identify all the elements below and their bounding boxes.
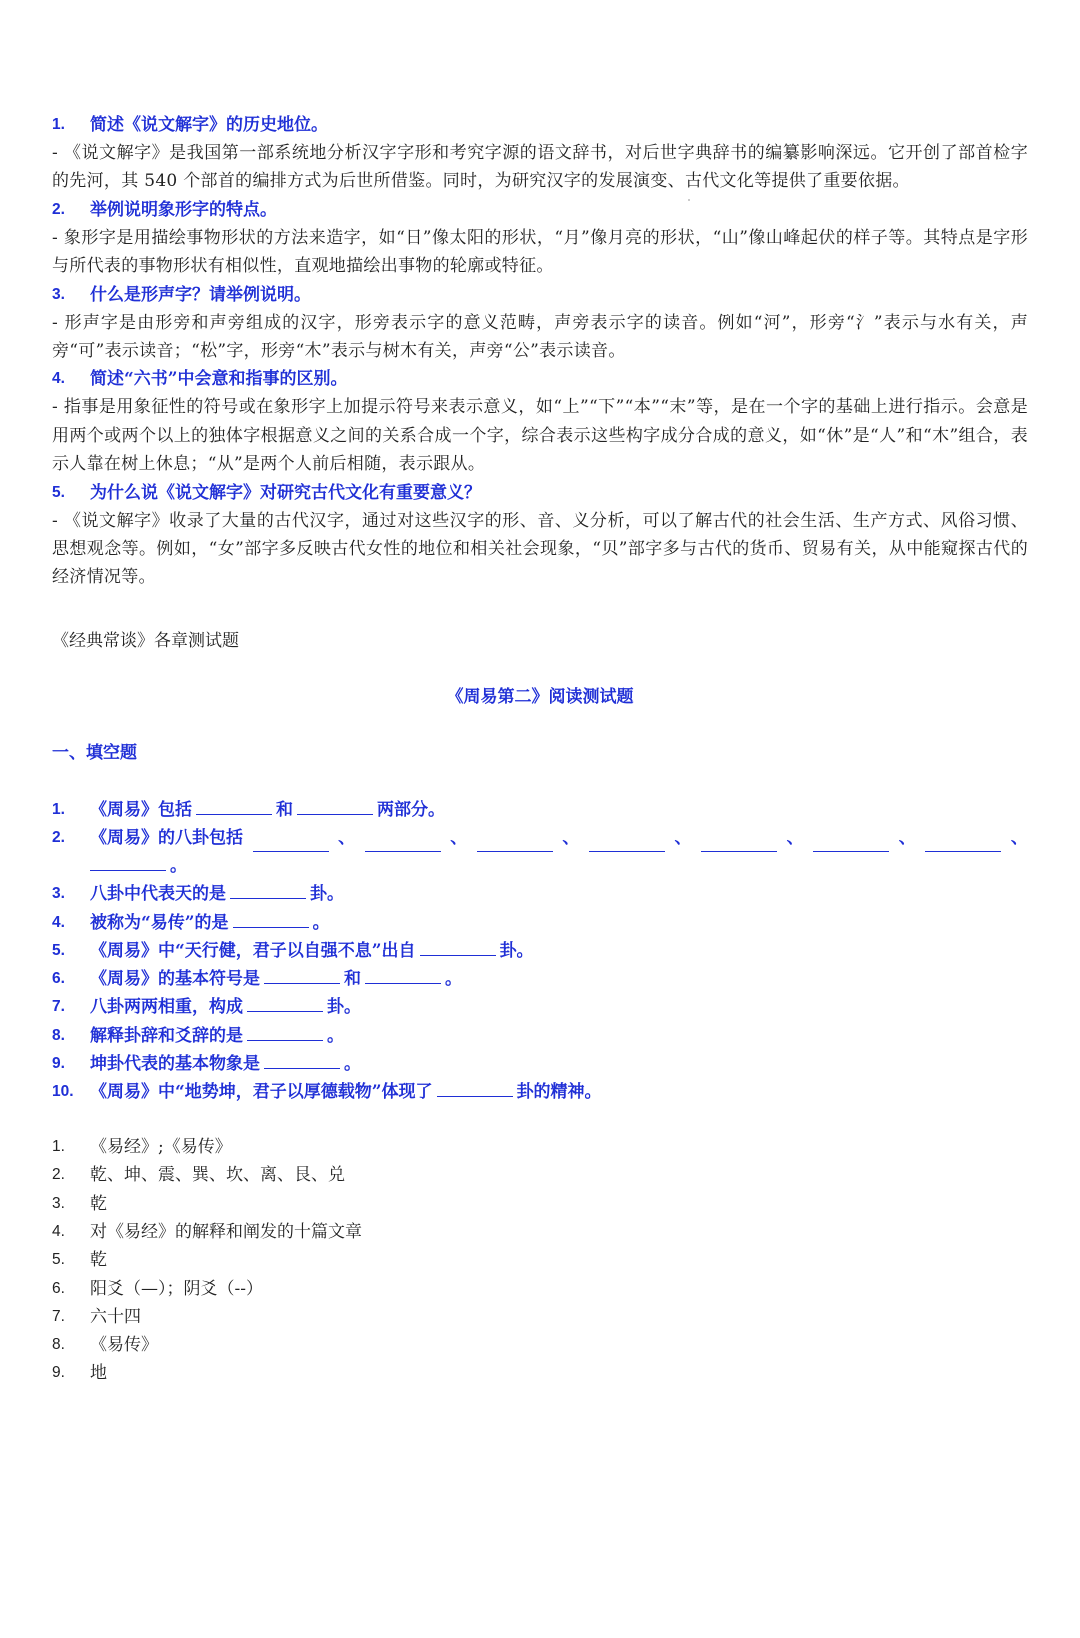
- answer-blank: [477, 834, 553, 852]
- answer-blank: [420, 938, 496, 956]
- fill-text: 八卦中代表天的是: [90, 884, 226, 905]
- separator: 、: [562, 828, 580, 849]
- fill-question-6: [52, 965, 1028, 993]
- answer-key-row: [52, 1303, 1028, 1331]
- answer-blank: [365, 834, 441, 852]
- answer-blank: [247, 994, 323, 1012]
- answer-key-row: [52, 1275, 1028, 1303]
- fill-text: 《周易》的八卦包括: [90, 828, 243, 849]
- fill-question-2: [52, 824, 1028, 880]
- answer-text: 对《易经》的解释和阐发的十篇文章: [90, 1222, 362, 1242]
- answer-1: - 《说文解字》是我国第一部系统地分析汉字字形和考究字源的语文辞书，对后世字典辞书的编纂影响深远。它开创了部首检字的先河，其 540 个部首的编排方式为后世所借鉴。同时，为研究汉字的发展演变、古代文化等提供了重要依据。: [52, 143, 1028, 192]
- document-page: [0, 111, 1080, 1638]
- fill-text: 。: [445, 969, 462, 990]
- question-number: 1.: [52, 116, 65, 133]
- answer-blank: [813, 834, 889, 852]
- fill-question-10: [52, 1078, 1028, 1106]
- question-text: 简述“六书”中会意和指事的区别。: [90, 369, 348, 390]
- question-text: 简述《说文解字》的历史地位。: [90, 115, 328, 135]
- fill-text: 《周易》包括: [90, 799, 192, 820]
- answer-number: 6.: [52, 1279, 65, 1297]
- fill-number: 4.: [52, 913, 65, 931]
- answer-text: 《易传》: [90, 1335, 158, 1356]
- question-3: [52, 281, 1028, 309]
- fill-number: 1.: [52, 800, 65, 818]
- answer-blank: [264, 966, 340, 984]
- fill-text: 。: [344, 1053, 361, 1074]
- fill-question-8: [52, 1022, 1028, 1050]
- answer-text: 乾: [90, 1250, 107, 1271]
- answer-number: 2.: [52, 1166, 65, 1184]
- question-number: 5.: [52, 483, 65, 501]
- question-text: 什么是形声字？请举例说明。: [90, 284, 311, 305]
- question-number: 2.: [52, 200, 65, 218]
- section-heading: 一、填空题: [52, 742, 137, 763]
- answer-key-row: [52, 1246, 1028, 1274]
- fill-number: 5.: [52, 941, 65, 959]
- answer-blank: [196, 797, 272, 815]
- fill-text: 八卦两两相重，构成: [90, 997, 243, 1018]
- answer-number: 9.: [52, 1364, 65, 1382]
- answer-blank: [90, 853, 166, 871]
- separator: 、: [786, 828, 804, 849]
- fill-text: 《周易》的基本符号是: [90, 969, 260, 990]
- answer-blank: [264, 1051, 340, 1069]
- separator: 、: [898, 828, 916, 849]
- test-title: 《周易第二》阅读测试题: [446, 686, 634, 707]
- separator: 、: [674, 828, 692, 849]
- answer-3: - 形声字是由形旁和声旁组成的汉字，形旁表示字的意义范畴，声旁表示字的读音。例如“河”，形旁“氵”表示与水有关，声旁“可”表示读音；“松”字，形旁“木”表示与树木有关，声旁“公”表示读音。: [52, 312, 1028, 362]
- question-2: [52, 196, 1028, 224]
- separator: 、: [450, 828, 468, 849]
- question-number: 4.: [52, 370, 65, 388]
- fill-number: 2.: [52, 829, 65, 847]
- answer-2: - 象形字是用描绘事物形状的方法来造字，如“日”像太阳的形状，“月”像月亮的形状，“山”像山峰起伏的样子等。其特点是字形与所代表的事物形状有相似性，直观地描绘出事物的轮廓或特征。: [52, 227, 1028, 277]
- scan-dot: [688, 199, 690, 201]
- answer-text: 六十四: [90, 1306, 141, 1327]
- fill-blank-list: [52, 796, 1028, 1106]
- fill-number: 7.: [52, 998, 65, 1016]
- question-text: 举例说明象形字的特点。: [90, 199, 277, 220]
- fill-number: 10.: [52, 1082, 74, 1100]
- answer-key-row: [52, 1218, 1028, 1246]
- answer-key-row: [52, 1359, 1028, 1387]
- question-1: [52, 111, 1028, 139]
- answer-text: 地: [90, 1363, 107, 1384]
- fill-number: 8.: [52, 1026, 65, 1044]
- answer-blank: [230, 881, 306, 899]
- separator: 、: [1010, 828, 1028, 849]
- answer-blank: [925, 834, 1001, 852]
- fill-question-5: [52, 937, 1028, 965]
- question-number: 3.: [52, 285, 65, 303]
- question-5: [52, 479, 1028, 507]
- fill-text: 卦。: [310, 884, 344, 905]
- fill-question-7: [52, 993, 1028, 1021]
- series-title: 《经典常谈》各章测试题: [52, 630, 239, 651]
- fill-text: 《周易》中“地势坤，君子以厚德载物”体现了: [90, 1081, 433, 1102]
- fill-text: 《周易》中“天行健，君子以自强不息”出自: [90, 940, 416, 961]
- fill-text: 和: [344, 969, 361, 990]
- fill-text: 坤卦代表的基本物象是: [90, 1053, 260, 1074]
- answer-key-row: [52, 1331, 1028, 1359]
- fill-question-3: [52, 880, 1028, 908]
- answer-key-list: [52, 1133, 1028, 1388]
- fill-text: 和: [276, 799, 293, 820]
- answer-text: 乾、坤、震、巽、坎、离、艮、兑: [90, 1165, 345, 1186]
- answer-text: 《易经》;《易传》: [90, 1137, 232, 1158]
- answer-blank: [437, 1079, 513, 1097]
- answer-number: 8.: [52, 1336, 65, 1354]
- answer-number: 1.: [52, 1138, 65, 1156]
- fill-text: 两部分。: [377, 799, 445, 820]
- answer-key-row: [52, 1161, 1028, 1189]
- answer-blank: [701, 834, 777, 852]
- answer-blank: [365, 966, 441, 984]
- answer-number: 3.: [52, 1194, 65, 1212]
- answer-blank: [589, 834, 665, 852]
- answer-number: 7.: [52, 1307, 65, 1325]
- fill-question-1: [52, 796, 1028, 824]
- answer-key-row: [52, 1190, 1028, 1218]
- fill-number: 3.: [52, 885, 65, 903]
- answer-5: - 《说文解字》收录了大量的古代汉字，通过对这些汉字的形、音、义分析，可以了解古代的社会生活、生产方式、风俗习惯、思想观念等。例如，“女”部字多反映古代女性的地位和相关社会现象，“贝”部字多与古代的货币、贸易有关，从中能窥探古代的经济情况等。: [52, 510, 1028, 588]
- bagua-blank-row: [90, 824, 1028, 852]
- fill-text: 。: [327, 1025, 344, 1046]
- answer-blank: [247, 1023, 323, 1041]
- fill-text: 。: [312, 912, 330, 933]
- question-text: 为什么说《说文解字》对研究古代文化有重要意义？: [90, 482, 481, 503]
- fill-text: 被称为“易传”的是: [90, 912, 229, 933]
- answer-blank: [253, 834, 329, 852]
- fill-text: 解释卦辞和爻辞的是: [90, 1025, 243, 1046]
- fill-text: 卦的精神。: [516, 1081, 602, 1102]
- answer-4: - 指事是用象征性的符号或在象形字上加提示符号来表示意义，如“上”“下”“本”“末”等，是在一个字的基础上进行指示。会意是用两个或两个以上的独体字根据意义之间的关系合成一个字，综合表示这些构字成分合成的意义，如“休”是“人”和“木”组合，表示人靠在树上休息；“从”是两个人前后相随，表示跟从。: [52, 397, 1028, 475]
- fill-text: 。: [170, 856, 187, 877]
- separator: 、: [338, 828, 356, 849]
- answer-blank: [233, 910, 309, 928]
- fill-text: 卦。: [327, 997, 361, 1018]
- answer-number: 4.: [52, 1223, 65, 1240]
- fill-question-4: [52, 909, 1028, 937]
- answer-key-row: [52, 1133, 1028, 1161]
- answer-text: 阳爻（—）；阴爻（--）: [90, 1278, 263, 1299]
- fill-number: 6.: [52, 970, 65, 988]
- fill-number: 9.: [52, 1054, 65, 1072]
- fill-text: 卦。: [499, 940, 534, 961]
- answer-number: 5.: [52, 1251, 65, 1269]
- question-4: [52, 365, 1028, 393]
- answer-blank: [297, 797, 373, 815]
- fill-question-9: [52, 1050, 1028, 1078]
- answer-text: 乾: [90, 1193, 107, 1214]
